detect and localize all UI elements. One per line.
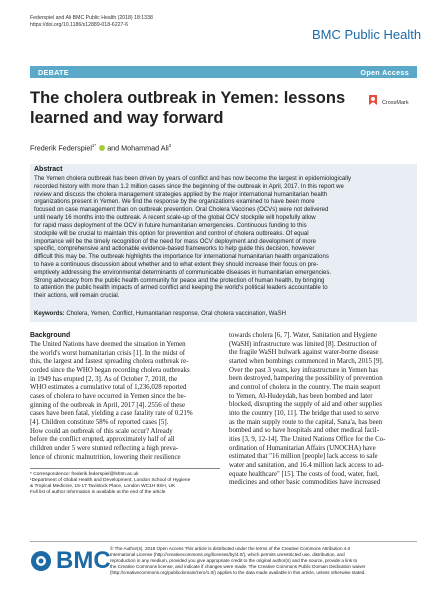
license-line: © The Author(s). 2018 Open Access This article is distributed under the terms of the Creative Commons Attribution 4.0 [110,546,351,551]
author-2-affiliation-mark: 2 [168,143,172,148]
body-text-line: children under 5 were stunted reflecting a high preva- [30,444,179,452]
journal-name: BMC Public Health [312,27,422,42]
body-text-line: bombed and so have hospitals and other medical facil- [229,427,380,435]
abstract-line: until nearly 16 months into the outbreak. A recent scale-up of the global OCV stockpile will hopefully allow [34,215,316,222]
keywords-label: Keywords: [34,311,65,317]
author-1-name[interactable]: Frederik Federspiel [30,143,92,153]
orcid-icon[interactable] [99,145,105,151]
bmc-logo [30,547,111,575]
crossmark-icon [368,94,378,106]
abstract-line: focused on case management than on outbreak prevention. Oral Cholera Vaccines (OCVs) were not delivered [34,207,329,214]
abstract-line: specific, comprehensive and actionable evidence-based frameworks to help guide this decision, however [34,246,315,253]
body-text-line: ginning of the outbreak in April, 2017 [4]. 2556 of these [30,401,186,409]
abstract-body [34,176,412,301]
body-text-line: (WaSH) infrastructure was limited [8]. Destruction of [229,340,377,348]
title-line-2: learned and way forward [30,109,224,127]
footnotes [30,472,230,496]
abstract-line: stockpile will be crucial to maintain this option for prevention and control of cholera outbreaks. Of equal [34,230,309,237]
article-type-label: DEBATE [38,67,69,77]
footnote-divider [30,468,220,469]
crossmark-badge[interactable] [368,91,409,109]
body-text-line: [4]. Children constitute 58% of reported cases [5]. [30,418,169,426]
abstract-line: their actions, will remain crucial. [34,293,120,300]
doi-link[interactable]: https://doi.org/10.1186/s12889-018-6227-6 [30,22,128,28]
abstract-line: Strong advocacy from the public health community for peace and the protection of human health, by bringing [34,277,325,284]
footnote-line: ¹Department of Global Health and Development, London School of Hygiene [30,478,191,484]
body-text-line: ordination of Humanitarian Affairs (UNOCHA) have [229,444,376,452]
keywords-row [34,311,412,317]
body-text-line: been destroyed, hampering the possibility of prevention [229,375,383,383]
body-text-line: How could an outbreak of this scale occur? Already [30,427,173,435]
body-text-line: into the country [10, 11]. The bridge that used to serve [229,409,380,417]
article-type-bar [30,66,417,78]
abstract-line: The Yemen cholera outbreak has been driven by years of conflict and has now become the largest in epidemiologically [34,176,351,182]
abstract-line: for rapid mass deployment of the OCV in future humanitarian emergencies. Continuous funding to this [34,222,307,229]
right-column-body [229,332,417,488]
bmc-logo-icon [30,550,52,572]
body-text-line: water and sanitation, and 16.4 million lack access to ad- [229,461,384,469]
body-text-line: cases have been fatal, yielding a case fatality rate of 0.21% [30,410,193,418]
license-line: the Creative Commons license, and indicate if changes were made. The Creative Commons Public Domain Dedication waiver [110,563,366,569]
body-text-line: Over the past 3 years, key infrastructure in Yemen has [229,366,379,374]
abstract-line: to have a continuous discussion about whether and to what extent they should increase their focus on pre- [34,261,319,268]
body-text-line: as the main supply route to the capital, Sana'a, has been [229,418,383,426]
background-heading: Background [30,332,71,339]
body-text-line: in 1949 has erupted [2, 3]. As of October 7, 2018, the [30,375,178,383]
body-text-line: and control of cholera in the country. The main seaport [229,383,381,391]
body-text-line: before the conflict erupted, approximately half of all [30,436,175,444]
body-text-line: cases of cholera to have occurred in Yemen since the be- [30,392,186,400]
author-list [30,143,171,152]
citation-line: Federspiel and Ali BMC Public Health (2018) 18:1338 [30,15,153,21]
crossmark-label: CrossMark [382,100,409,106]
footnote-line: & Tropical Medicine, 15-17 Tavistock Place, London WC1H 9SH, UK [30,484,176,490]
license-text [110,546,417,576]
abstract-line: importance will be the timely recognition of the need for mass OCV deployment and development of more [34,238,316,245]
author-1-affiliation-mark: 1* [91,143,97,148]
footer-divider [30,541,417,542]
body-text-line: The United Nations have deemed the situation in Yemen [30,341,186,348]
license-line: reproduction in any medium, provided you give appropriate credit to the original author(s) and the source, provide a link to [110,557,358,563]
open-access-label: Open Access [360,67,409,77]
body-text-line: towards cholera [6, 7]. Water, Sanitation and Hygiene [229,332,377,339]
article-title [30,88,360,128]
footnote-line: * Correspondence: frederik.federspiel@lshtm.ac.uk [30,472,139,477]
license-line: International License (http://creativecommons.org/licenses/by/4.0/), which permits unrestricted use, distribution, and [110,551,345,557]
body-text-line: to Yemen, Al-Hudeydah, has been bombed and later [229,392,373,400]
body-text-line: WHO estimates a cumulative total of 1,236,028 reported [30,384,187,392]
abstract-heading: Abstract [34,166,63,173]
body-text-line: medicines and other basic commodities have increased [229,479,381,487]
abstract-line: recorded history with more than 1.2 million cases since the beginning of the outbreak in April, 2017. In this report we [34,183,344,190]
left-column-body [30,341,220,462]
abstract-line: difficult this may be. The outbreak highlights the importance for international humanitarian health organizations [34,254,329,261]
body-text-line: lence of chronic malnutrition, lowering their resilience [30,453,181,461]
body-text-line: corded since the WHO began recording cholera outbreaks [30,366,190,374]
body-text-line: blocked, disrupting the supply of aid and other supplies [229,401,382,409]
keywords-text: Cholera, Yemen, Conflict, Humanitarian response, Oral cholera vaccination, WaSH [66,311,286,317]
body-text-line: this, the largest and fastest spreading cholera outbreak re- [30,358,189,366]
abstract-line: review and discuss the cholera management strategies applied by the major international humanitarian health [34,191,328,198]
body-text-line: ities [3, 9, 12-14]. The United Nations Office for the Co- [229,435,386,443]
abstract-line: emptively addressing the environmental determinants of communicable diseases in humanitarian emergencies. [34,269,332,276]
body-text-line: the world's worst humanitarian crisis [1]. In the midst of [30,349,186,357]
abstract-line: organizations present in Yemen. We find the response by the organizations examined to have been more [34,199,315,206]
body-text-line: started when bombings commenced in March, 2015 [9]. [229,357,384,365]
title-line-1: The cholera outbreak in Yemen: lessons [30,89,346,107]
license-line: (http://creativecommons.org/publicdomain/zero/1.0/) applies to the data made available in this article, unless otherwise stated. [110,569,366,575]
abstract-line: to attention the public health impacts of armed conflict and keeping the world's political leaders accountable to [34,285,328,292]
footnote-line: Full list of author information is available at the end of the article [30,490,166,496]
body-text-line: estimated that "16 million [people] lack access to safe [229,453,378,461]
body-text-line: equate healthcare" [15]. The costs of food, water, fuel, [229,470,379,478]
body-text-line: the fragile WaSH bulwark against water-borne disease [229,349,379,357]
bmc-logo-text: BMC [56,547,111,574]
author-2-name[interactable]: and Mohammad Ali [107,143,169,153]
